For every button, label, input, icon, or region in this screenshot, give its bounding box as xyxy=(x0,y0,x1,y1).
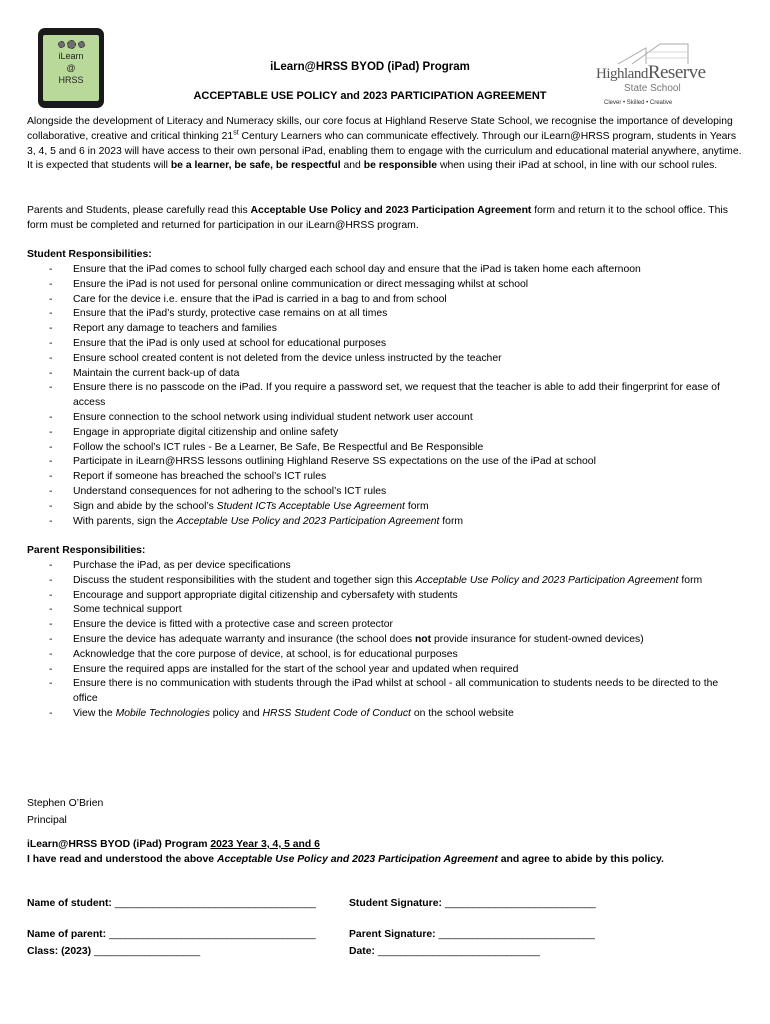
parent-fields-row xyxy=(27,929,747,940)
parent-signature-field[interactable]: Parent Signature: ____________________________ xyxy=(349,929,595,940)
agreement-statement: I have read and understood the above Acceptable Use Policy and 2023 Participation Agreement and agree to abide by this policy. xyxy=(27,854,664,865)
principal-role: Principal xyxy=(27,815,67,826)
school-logo-tagline: Clever • Skilled • Creative xyxy=(604,100,673,106)
list-item: - Sign and abide by the school’s Student ICTs Acceptable Use Agreement form xyxy=(27,500,742,515)
list-item: - Ensure the iPad is not used for personal online communication or direct messaging whilst at school xyxy=(27,278,742,293)
list-item: - Care for the device i.e. ensure that the iPad is carried in a bag to and from school xyxy=(27,293,742,308)
student-responsibilities-heading: Student Responsibilities: xyxy=(27,249,152,260)
parent-responsibilities-heading: Parent Responsibilities: xyxy=(27,545,146,556)
list-item: - Acknowledge that the core purpose of device, at school, is for educational purposes xyxy=(27,648,742,663)
list-item: - Engage in appropriate digital citizenship and online safety xyxy=(27,426,742,441)
intro-paragraph-1: Alongside the development of Literacy and Numeracy skills, our core focus at Highland Reserve State School, we recognise the importance of developing collaborative, creative and critical thinking 21st Century Learners who can communicate effectively. Through our iLearn@HRSS program, students in Years 3, 4, 5 and 6 in 2023 will have access to their own personal iPad, enabling them to engage with the curriculum and educational material anywhere, anytime. It is expected that students will be a learner, be safe, be respectful and be responsible when using their iPad at school, in line with our school rules. xyxy=(27,116,742,172)
date-field[interactable]: Date: _____________________________ xyxy=(349,946,540,957)
list-item: - With parents, sign the Acceptable Use Policy and 2023 Participation Agreement form xyxy=(27,515,742,530)
list-item: - Ensure that the iPad is only used at school for educational purposes xyxy=(27,337,742,352)
list-item: - Ensure the required apps are installed for the start of the school year and updated when required xyxy=(27,663,742,678)
list-item: - Ensure school created content is not deleted from the device unless instructed by the teacher xyxy=(27,352,742,367)
list-item: - View the Mobile Technologies policy and HRSS Student Code of Conduct on the school website xyxy=(27,707,742,722)
list-item: - Ensure the device has adequate warranty and insurance (the school does not provide insurance for student-owned devices) xyxy=(27,633,742,648)
list-item: - Ensure that the iPad comes to school fully charged each school day and ensure that the iPad is taken home each afternoon xyxy=(27,263,742,278)
list-item: - Report if someone has breached the school’s ICT rules xyxy=(27,470,742,485)
student-fields-row xyxy=(27,898,747,909)
student-responsibilities-list xyxy=(27,263,742,529)
logo-line-3: HRSS xyxy=(58,75,84,85)
school-logo xyxy=(594,42,704,110)
list-item: - Follow the school’s ICT rules - Be a Learner, Be Safe, Be Respectful and Be Responsible xyxy=(27,441,742,456)
list-item: - Ensure there is no communication with students through the iPad whilst at school - all communication to students needs to be directed to the office xyxy=(27,677,742,707)
list-item: - Report any damage to teachers and families xyxy=(27,322,742,337)
list-item: - Ensure connection to the school network using individual student network user account xyxy=(27,411,742,426)
list-item: - Some technical support xyxy=(27,603,742,618)
school-logo-sub: State School xyxy=(624,83,681,94)
principal-name: Stephen O’Brien xyxy=(27,798,104,809)
list-item: - Purchase the iPad, as per device specifications xyxy=(27,559,742,574)
list-item: - Discuss the student responsibilities with the student and together sign this Acceptable Use Policy and 2023 Participation Agreement form xyxy=(27,574,742,589)
document-subtitle: ACCEPTABLE USE POLICY and 2023 PARTICIPATION AGREEMENT xyxy=(193,90,547,102)
student-name-field[interactable]: Name of student: ____________________________________ xyxy=(27,898,316,909)
list-item: - Encourage and support appropriate digital citizenship and cybersafety with students xyxy=(27,589,742,604)
class-field[interactable]: Class: (2023) ___________________ xyxy=(27,946,201,957)
school-logo-name: HighlandReserve xyxy=(596,62,706,83)
intro-paragraph-2: Parents and Students, please carefully read this Acceptable Use Policy and 2023 Participation Agreement form and return it to the school office. This form must be completed and returned for participation in our iLearn@HRSS program. xyxy=(27,205,728,231)
list-item: - Ensure there is no passcode on the iPad. If you require a password set, we request that the teacher is able to add their fingerprint for ease of access xyxy=(27,381,742,411)
logo-line-2: @ xyxy=(66,63,76,73)
list-item: - Participate in iLearn@HRSS lessons outlining Highland Reserve SS expectations on the use of the iPad at school xyxy=(27,455,742,470)
class-date-row xyxy=(27,946,747,957)
list-item: - Ensure that the iPad’s sturdy, protective case remains on at all times xyxy=(27,307,742,322)
parent-responsibilities-list xyxy=(27,559,742,722)
parent-name-field[interactable]: Name of parent: _____________________________________ xyxy=(27,929,316,940)
list-item: - Understand consequences for not adhering to the school’s ICT rules xyxy=(27,485,742,500)
gears-icon xyxy=(58,38,85,50)
student-signature-field[interactable]: Student Signature: ___________________________ xyxy=(349,898,596,909)
logo-line-1: iLearn xyxy=(58,51,84,61)
document-title: iLearn@HRSS BYOD (iPad) Program xyxy=(270,61,470,73)
list-item: - Ensure the device is fitted with a protective case and screen protector xyxy=(27,618,742,633)
agreement-program-line: iLearn@HRSS BYOD (iPad) Program 2023 Year 3, 4, 5 and 6 xyxy=(27,839,320,850)
list-item: - Maintain the current back-up of data xyxy=(27,367,742,382)
